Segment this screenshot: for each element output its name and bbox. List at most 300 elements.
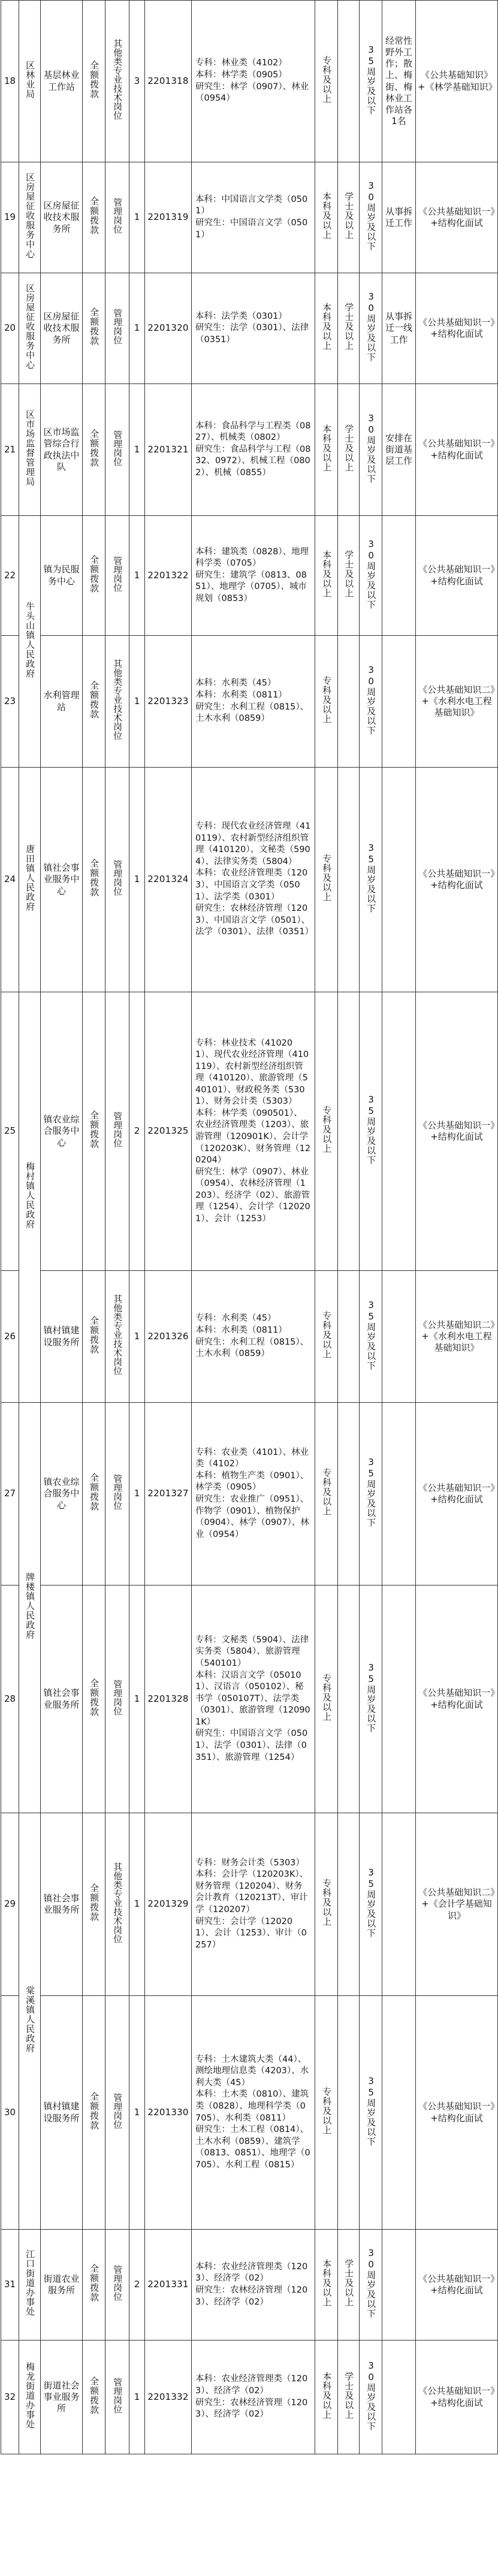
- post-count: 1: [134, 569, 140, 581]
- post-type-cell: [105, 1996, 129, 2230]
- exam-cell: [416, 992, 498, 1271]
- age-cell: [360, 1271, 382, 1403]
- degree-cell: [338, 1996, 360, 2230]
- age-cell: [360, 1586, 382, 1813]
- post-count: 2: [134, 1125, 140, 1137]
- table-row: [1, 162, 498, 273]
- other-cell: [382, 1, 416, 162]
- education: 专科及以上: [321, 1106, 333, 1154]
- major-cell: [192, 992, 315, 1271]
- row-number-text: 25: [4, 1125, 16, 1137]
- post-count: 1: [134, 322, 140, 334]
- table-row: [1, 1, 498, 162]
- fund-cell: [83, 992, 105, 1271]
- post-type: 管理岗位: [112, 2265, 123, 2302]
- education: 专科及以上: [321, 1468, 333, 1517]
- degree: 学士及以上: [343, 424, 355, 472]
- post-code: 2201320: [147, 322, 189, 334]
- count-cell: [129, 2341, 145, 2454]
- dept-name: 基层林业工作站: [43, 70, 80, 92]
- unit-cell: [19, 1, 41, 162]
- fund-type: 全额拨款: [89, 680, 100, 719]
- count-cell: [129, 2230, 145, 2341]
- fund-type: 全额拨款: [89, 428, 100, 467]
- row-number-text: 28: [4, 1693, 16, 1704]
- age-cell: [360, 992, 382, 1271]
- unit-cell: [19, 516, 41, 768]
- post-type-cell: [105, 273, 129, 384]
- post-type: 管理岗位: [112, 860, 123, 896]
- table-row: [1, 1271, 498, 1403]
- age-limit: 35周岁及以下: [366, 842, 377, 914]
- post-count: 1: [134, 695, 140, 706]
- degree-cell: [338, 384, 360, 516]
- fund-cell: [83, 768, 105, 992]
- age-limit: 35周岁及以下: [366, 1457, 377, 1528]
- code-cell: [145, 2230, 192, 2341]
- dept-name: 街道农业服务所: [43, 2273, 80, 2296]
- post-type-cell: [105, 1, 129, 162]
- education-cell: [315, 384, 338, 516]
- education: 专科及以上: [321, 1879, 333, 1927]
- unit-name: 区市场监督管理局: [25, 409, 36, 487]
- fund-cell: [83, 162, 105, 273]
- exam-subject: 《公共基础知识一》+结构化面试: [418, 564, 495, 587]
- post-count: 1: [134, 874, 140, 885]
- other-condition: [382, 878, 415, 881]
- table-row: [1, 636, 498, 768]
- education-cell: [315, 1, 338, 162]
- table-row: [1, 992, 498, 1271]
- unit-name: 唐田镇人民政府: [25, 844, 36, 912]
- other-cell: [382, 2230, 416, 2341]
- major-requirement: 专科：土木建筑大类（44）、测绘地理信息类（4203）、水利大类（45） 本科：土木类（0810）、建筑类（0828）、地理科学类（0705）、水利类（0811） 研究生：土木工程（0814）、土木水利（0859）、建筑学（0813、0851）、地理学（0705）、水利工程（0815）: [195, 2054, 310, 2170]
- other-cell: [382, 1996, 416, 2230]
- age-limit: 30周岁及以下: [366, 291, 377, 363]
- education-cell: [315, 2341, 338, 2454]
- dept-name: 镇村镇建设服务所: [43, 2101, 80, 2124]
- post-code: 2201323: [147, 695, 189, 706]
- exam-subject: 《公共基础知识二》+《水利水电工程基础知识》: [418, 684, 495, 718]
- fund-cell: [83, 384, 105, 516]
- code-cell: [145, 1813, 192, 1996]
- exam-subject: 《公共基础知识二》+《水利水电工程基础知识》: [418, 1319, 495, 1354]
- post-type-cell: [105, 384, 129, 516]
- code-cell: [145, 273, 192, 384]
- code-cell: [145, 1996, 192, 2230]
- table-row: [1, 1586, 498, 1813]
- row-number: [1, 384, 19, 516]
- fund-cell: [83, 1586, 105, 1813]
- exam-subject: 《公共基础知识一》+结构化面试: [418, 316, 495, 339]
- other-condition: 经常性野外工作；散上、梅街、梅林业工作站各1名: [385, 35, 412, 127]
- row-number-text: 31: [4, 2279, 16, 2290]
- age-cell: [360, 384, 382, 516]
- fund-type: 全额拨款: [89, 2376, 100, 2415]
- degree-cell: [338, 1403, 360, 1586]
- unit-cell: [19, 768, 41, 992]
- other-condition: [382, 2396, 415, 2399]
- row-number: [1, 1271, 19, 1403]
- major-requirement: 本科：农业经济管理类（1203）、经济学（02） 研究生：农林经济管理（1203）、经济学（02）: [195, 2374, 308, 2420]
- dept-name: 水利管理站: [43, 690, 80, 712]
- fund-cell: [83, 1, 105, 162]
- age-limit: 35周岁及以下: [366, 2075, 377, 2146]
- post-type-cell: [105, 162, 129, 273]
- exam-cell: [416, 273, 498, 384]
- fund-type: 全额拨款: [89, 1315, 100, 1354]
- other-cell: [382, 992, 416, 1271]
- major-requirement: 专科：文秘类（5904）、法律实务类（5804）、旅游管理（540101） 本科：汉语言文学（050101）、汉语言（050102）、秘书学（050107T）、法学类（0301）、旅游管理（120901K） 研究生：中国语言文学（0501）、法学（0301）、法律（0351）、旅游管理（1254）: [195, 1635, 310, 1762]
- education-cell: [315, 162, 338, 273]
- dept-name: 镇农业综合服务中心: [43, 1476, 80, 1511]
- dept-name: 镇为民服务中心: [43, 564, 80, 587]
- fund-type: 全额拨款: [89, 307, 100, 346]
- degree: 学士及以上: [343, 192, 355, 240]
- post-code: 2201325: [147, 1125, 189, 1137]
- major-cell: [192, 273, 315, 384]
- dept-name: 街道社会事业服务所: [43, 2379, 80, 2414]
- post-code: 2201331: [147, 2279, 189, 2290]
- code-cell: [145, 2341, 192, 2454]
- post-type: 其他类专业技术岗位: [112, 1862, 123, 1943]
- post-count: 1: [134, 2391, 140, 2402]
- age-limit: 35周岁及以下: [366, 1299, 377, 1370]
- row-number: [1, 162, 19, 273]
- age-limit: 30周岁及以下: [366, 2248, 377, 2319]
- unit-name: 梅村镇人民政府: [25, 1162, 36, 1230]
- row-number: [1, 1, 19, 162]
- dept-cell: [41, 1403, 83, 1586]
- age-limit: 35周岁及以下: [366, 1867, 377, 1938]
- education: 专科及以上: [321, 1673, 333, 1722]
- code-cell: [145, 1586, 192, 1813]
- education: 本科及以上: [321, 549, 333, 598]
- exam-subject: 《公共基础知识一》+结构化面试: [418, 2101, 495, 2124]
- degree: 学士及以上: [343, 2259, 355, 2308]
- other-cell: [382, 1403, 416, 1586]
- major-requirement: 本科：农业经济管理类（1203）、经济学（02） 研究生：农林经济管理（1203）、经济学（02）: [195, 2261, 308, 2307]
- row-number-text: 32: [4, 2391, 16, 2402]
- row-number-text: 27: [4, 1488, 16, 1499]
- education: 本科及以上: [321, 192, 333, 240]
- dept-cell: [41, 1813, 83, 1996]
- row-number-text: 30: [4, 2106, 16, 2118]
- education-cell: [315, 516, 338, 636]
- major-cell: [192, 768, 315, 992]
- dept-name: 区房屋征收技术服务所: [43, 311, 80, 345]
- degree-cell: [338, 273, 360, 384]
- code-cell: [145, 516, 192, 636]
- fund-type: 全额拨款: [89, 859, 100, 898]
- age-cell: [360, 516, 382, 636]
- other-condition: [382, 1698, 415, 1701]
- count-cell: [129, 1, 145, 162]
- post-type: 管理岗位: [112, 2092, 123, 2129]
- post-code: 2201321: [147, 443, 189, 455]
- education-cell: [315, 1586, 338, 1813]
- major-requirement: 专科：财务会计类（5303） 本科：会计学（120203K）、财务管理（120204）、财务会计教育（120213T）、审计学（120207） 研究生：会计学（120201）、会计（1253）、审计（0257）: [195, 1858, 309, 1950]
- post-type-cell: [105, 768, 129, 992]
- post-type-cell: [105, 1403, 129, 1586]
- fund-cell: [83, 1403, 105, 1586]
- major-cell: [192, 1996, 315, 2230]
- unit-cell: [19, 384, 41, 516]
- post-type: 管理岗位: [112, 309, 123, 345]
- unit-name: 梅龙街道办事处: [25, 2361, 36, 2429]
- major-requirement: 本科：水利类（45） 本科：水利类（0811） 研究生：水利工程（0815）、土木水利（0859）: [195, 678, 309, 724]
- exam-subject: 《公共基础知识》+《林学基础知识》: [418, 70, 497, 92]
- exam-subject: 《公共基础知识一》+结构化面试: [418, 1687, 495, 1710]
- code-cell: [145, 992, 192, 1271]
- table-row: [1, 1403, 498, 1586]
- exam-cell: [416, 2341, 498, 2454]
- fund-cell: [83, 2230, 105, 2341]
- unit-name: 牛头山镇人民政府: [25, 601, 36, 678]
- degree-cell: [338, 636, 360, 768]
- education: 本科及以上: [321, 2259, 333, 2308]
- row-number: [1, 2341, 19, 2454]
- degree-cell: [338, 2341, 360, 2454]
- major-requirement: 专科：林业类（4102） 本科：林学类（0905） 研究生：林学（0907）、林业（0954）: [195, 58, 309, 104]
- dept-name: 镇农业综合服务中心: [43, 1114, 80, 1148]
- count-cell: [129, 1403, 145, 1586]
- other-condition: [382, 1336, 415, 1338]
- age-cell: [360, 636, 382, 768]
- fund-type: 全额拨款: [89, 1883, 100, 1922]
- other-condition: 从事拆迁工作: [385, 206, 412, 228]
- row-number-text: 21: [4, 443, 16, 455]
- education-cell: [315, 992, 338, 1271]
- exam-cell: [416, 162, 498, 273]
- fund-cell: [83, 1813, 105, 1996]
- education: 专科及以上: [321, 675, 333, 724]
- post-type: 管理岗位: [112, 430, 123, 466]
- age-cell: [360, 1, 382, 162]
- row-number-text: 22: [4, 569, 16, 581]
- other-condition: 从事拆迁一线工作: [385, 311, 412, 345]
- code-cell: [145, 1403, 192, 1586]
- age-limit: 30周岁及以下: [366, 538, 377, 609]
- post-code: 2201319: [147, 212, 189, 223]
- row-number: [1, 636, 19, 768]
- major-requirement: 专科：水利类（45） 本科：水利类（0811） 研究生：水利工程（0815）、土木水利（0859）: [195, 1313, 309, 1359]
- row-number: [1, 516, 19, 636]
- post-type-cell: [105, 1813, 129, 1996]
- post-count: 1: [134, 2106, 140, 2118]
- post-code: 2201327: [147, 1488, 189, 1499]
- post-type-cell: [105, 1271, 129, 1403]
- post-type: 管理岗位: [112, 1679, 123, 1716]
- exam-subject: 《公共基础知识一》+结构化面试: [418, 206, 495, 228]
- degree-cell: [338, 1, 360, 162]
- dept-name: 镇社会事业服务所: [43, 1687, 80, 1710]
- fund-type: 全额拨款: [89, 1473, 100, 1512]
- unit-cell: [19, 1813, 41, 2230]
- code-cell: [145, 162, 192, 273]
- fund-type: 全额拨款: [89, 197, 100, 235]
- dept-name: 镇村镇建设服务所: [43, 1325, 80, 1348]
- count-cell: [129, 516, 145, 636]
- post-count: 1: [134, 1330, 140, 1342]
- age-limit: 30周岁及以下: [366, 2360, 377, 2431]
- post-type: 管理岗位: [112, 555, 123, 592]
- post-count: 1: [134, 212, 140, 223]
- unit-name: 区林业局: [25, 60, 36, 99]
- row-number-text: 19: [4, 212, 16, 223]
- count-cell: [129, 162, 145, 273]
- count-cell: [129, 636, 145, 768]
- age-cell: [360, 162, 382, 273]
- exam-subject: 《公共基础知识二》+《会计学基础知识》: [418, 1887, 495, 1921]
- dept-name: 镇社会事业服务所: [43, 1892, 80, 1915]
- other-cell: [382, 1271, 416, 1403]
- major-requirement: 本科：法学类（0301） 研究生：法学（0301）、法律（0351）: [195, 311, 309, 345]
- row-number: [1, 1403, 19, 1586]
- exam-subject: 《公共基础知识一》+结构化面试: [418, 2273, 495, 2296]
- education-cell: [315, 636, 338, 768]
- post-count: 1: [134, 1898, 140, 1910]
- dept-name: 区市场监管综合行政执法中队: [43, 427, 80, 472]
- dept-cell: [41, 162, 83, 273]
- count-cell: [129, 1813, 145, 1996]
- degree-cell: [338, 1271, 360, 1403]
- dept-cell: [41, 636, 83, 768]
- code-cell: [145, 768, 192, 992]
- post-type: 管理岗位: [112, 2377, 123, 2414]
- education-cell: [315, 2230, 338, 2341]
- dept-cell: [41, 2341, 83, 2454]
- other-cell: [382, 384, 416, 516]
- row-number-text: 26: [4, 1330, 16, 1342]
- dept-cell: [41, 2230, 83, 2341]
- other-cell: [382, 636, 416, 768]
- age-limit: 35周岁及以下: [366, 1094, 377, 1165]
- table-row: [1, 516, 498, 636]
- fund-cell: [83, 636, 105, 768]
- post-type-cell: [105, 1586, 129, 1813]
- exam-cell: [416, 768, 498, 992]
- unit-cell: [19, 1403, 41, 1813]
- count-cell: [129, 1271, 145, 1403]
- exam-cell: [416, 1996, 498, 2230]
- major-cell: [192, 636, 315, 768]
- row-number-text: 20: [4, 322, 16, 334]
- row-number: [1, 992, 19, 1271]
- post-type-cell: [105, 992, 129, 1271]
- other-condition: [382, 2284, 415, 2286]
- post-type: 其他类专业技术岗位: [112, 39, 123, 120]
- degree-cell: [338, 1813, 360, 1996]
- other-cell: [382, 1586, 416, 1813]
- fund-cell: [83, 2341, 105, 2454]
- fund-type: 全额拨款: [89, 2264, 100, 2303]
- education: 本科及以上: [321, 424, 333, 472]
- education: 专科及以上: [321, 55, 333, 104]
- age-cell: [360, 1403, 382, 1586]
- count-cell: [129, 992, 145, 1271]
- row-number: [1, 273, 19, 384]
- post-count: 1: [134, 1693, 140, 1704]
- post-type: 其他类专业技术岗位: [112, 1294, 123, 1376]
- table-row: [1, 768, 498, 992]
- post-code: 2201326: [147, 1330, 189, 1342]
- table-row: [1, 384, 498, 516]
- row-number-text: 24: [4, 874, 16, 885]
- post-count: 1: [134, 1488, 140, 1499]
- exam-subject: 《公共基础知识一》+结构化面试: [418, 438, 495, 461]
- other-cell: [382, 162, 416, 273]
- post-code: 2201318: [147, 75, 189, 86]
- fund-cell: [83, 516, 105, 636]
- other-cell: [382, 1813, 416, 1996]
- unit-cell: [19, 2341, 41, 2454]
- education: 专科及以上: [321, 854, 333, 902]
- dept-name: 镇社会事业服务中心: [43, 862, 80, 896]
- fund-type: 全额拨款: [89, 2091, 100, 2130]
- row-number: [1, 2230, 19, 2341]
- fund-type: 全额拨款: [89, 1678, 100, 1717]
- dept-cell: [41, 1271, 83, 1403]
- education-cell: [315, 273, 338, 384]
- post-type: 管理岗位: [112, 1474, 123, 1511]
- table-row: [1, 1996, 498, 2230]
- exam-cell: [416, 1271, 498, 1403]
- unit-cell: [19, 162, 41, 273]
- major-cell: [192, 516, 315, 636]
- major-cell: [192, 162, 315, 273]
- other-condition: [382, 2112, 415, 2114]
- post-type-cell: [105, 2341, 129, 2454]
- dept-cell: [41, 1996, 83, 2230]
- dept-cell: [41, 273, 83, 384]
- count-cell: [129, 1996, 145, 2230]
- degree-cell: [338, 768, 360, 992]
- major-requirement: 专科：现代农业经济管理（410119）、农村新型经济组织管理（410120）、文秘类（5904）、法律实务类（5804） 本科：农业经济管理类（1203）、中国语言文学类（0501）、法学类（0301） 研究生：农林经济管理（1203）、中国语言文学（0501）、法学（0301）、法律（0351）: [195, 822, 314, 937]
- education-cell: [315, 1996, 338, 2230]
- post-code: 2201329: [147, 1898, 189, 1910]
- major-cell: [192, 1586, 315, 1813]
- post-count: 2: [134, 2279, 140, 2290]
- unit-name: 牌楼镇人民政府: [25, 1572, 36, 1640]
- fund-cell: [83, 1271, 105, 1403]
- major-cell: [192, 1271, 315, 1403]
- degree: 学士及以上: [343, 303, 355, 351]
- other-cell: [382, 768, 416, 992]
- row-number-text: 23: [4, 695, 16, 706]
- education: 专科及以上: [321, 1310, 333, 1359]
- exam-cell: [416, 516, 498, 636]
- major-requirement: 本科：食品科学与工程类（0827）、机械类（0802） 研究生：食品科学与工程（0832、0972）、机械工程（0802）、机械（0855）: [195, 421, 311, 478]
- unit-name: 区房屋征收服务中心: [25, 283, 36, 370]
- exam-subject: 《公共基础知识一》+结构化面试: [418, 868, 495, 890]
- age-cell: [360, 768, 382, 992]
- dept-cell: [41, 516, 83, 636]
- code-cell: [145, 1271, 192, 1403]
- post-type: 管理岗位: [112, 1112, 123, 1148]
- major-cell: [192, 1813, 315, 1996]
- dept-name: 区房屋征收技术服务所: [43, 200, 80, 234]
- age-cell: [360, 2230, 382, 2341]
- education-cell: [315, 1813, 338, 1996]
- degree-cell: [338, 992, 360, 1271]
- post-type-cell: [105, 516, 129, 636]
- post-code: 2201330: [147, 2106, 189, 2118]
- age-limit: 30周岁及以下: [366, 412, 377, 484]
- education: 专科及以上: [321, 2086, 333, 2135]
- fund-type: 全额拨款: [89, 60, 100, 99]
- education-cell: [315, 1271, 338, 1403]
